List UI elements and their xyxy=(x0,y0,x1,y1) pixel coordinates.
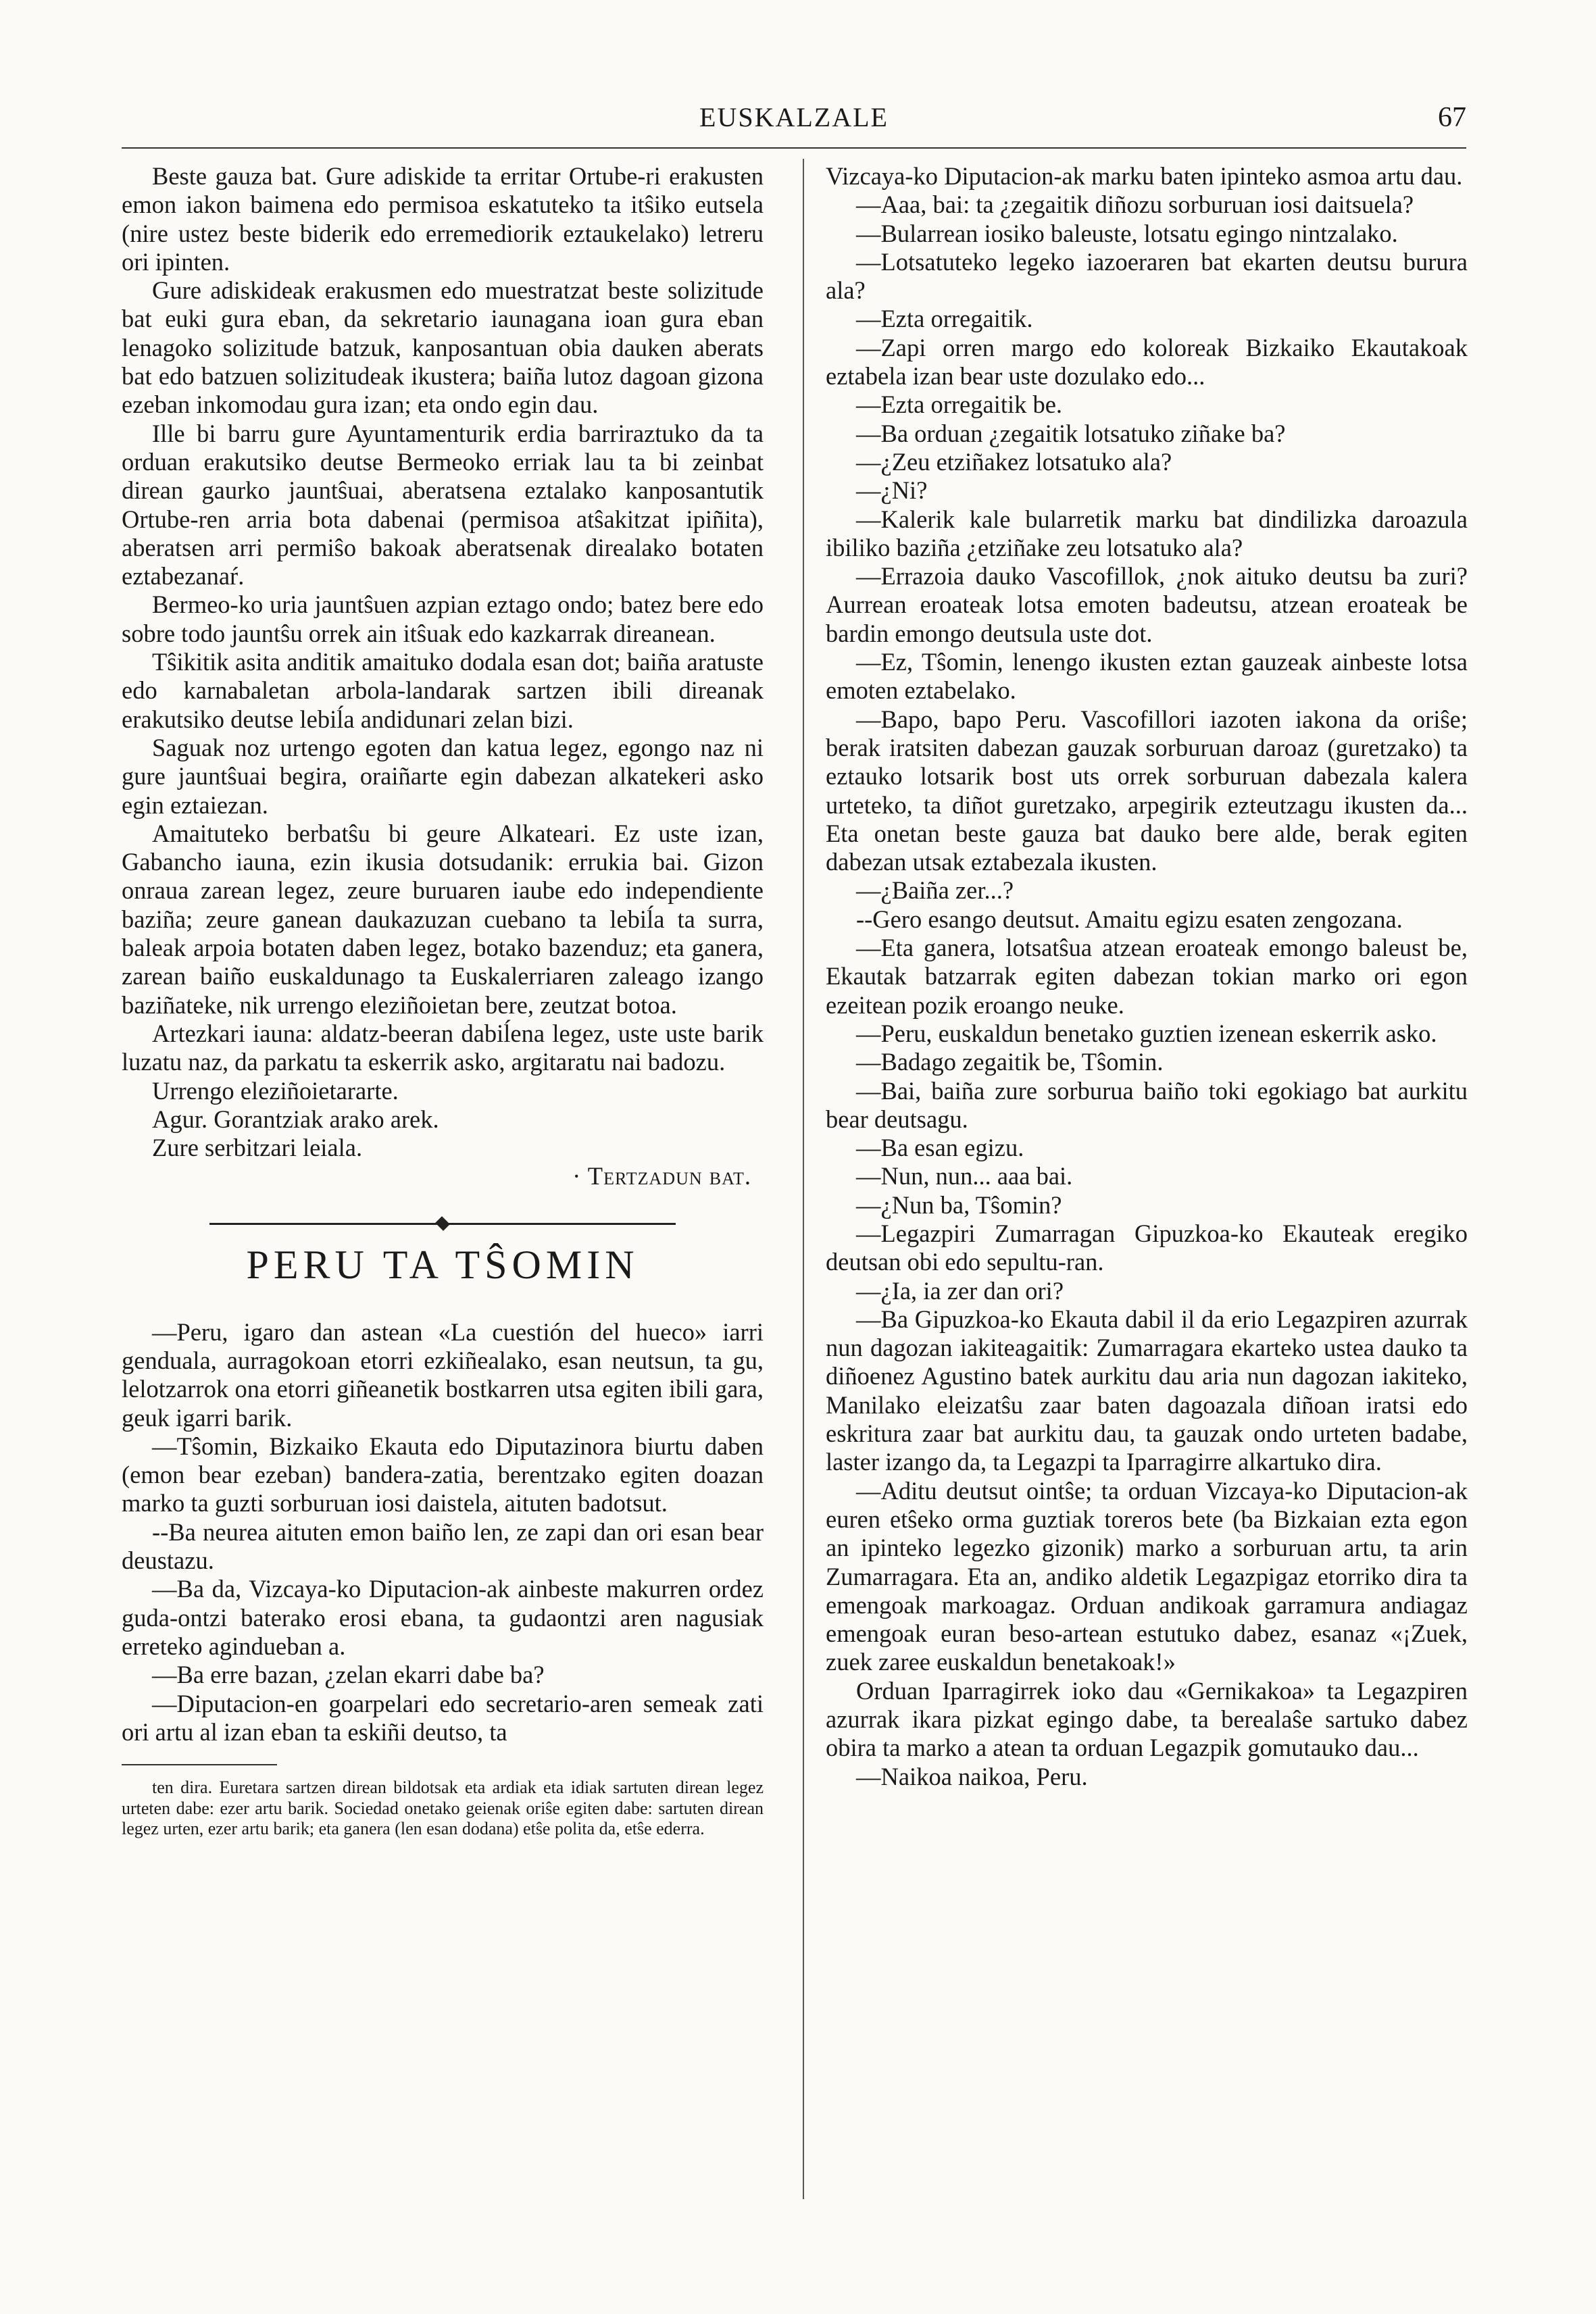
dialogue-paragraph: —Ezta orregaitik. xyxy=(856,305,1033,333)
footnote: ten dira. Euretara sartzen direan bildotsak eta ardiak eta idiak sartuten direan legez urteten dabe: ezer artu barik. Sociedad onetako geienak oriŝe egiten dabe: sartuten direan legez urten, ezer artu barik; eta ganera (len esan dodana) etŝe polita da, etŝe ederra. xyxy=(122,1778,764,1839)
paragraph: Agur. Gorantziak arako arek. xyxy=(152,1105,439,1133)
dialogue-paragraph: —¿Nun ba, Tŝomin? xyxy=(856,1190,1062,1219)
dialogue-paragraph: —Legazpiri Zumarragan Gipuzkoa-ko Ekauteak eregiko deutsan obi edo sepultu-ran. xyxy=(826,1219,1468,1276)
dialogue-paragraph: —¿Ia, ia zer dan ori? xyxy=(856,1276,1064,1305)
dialogue-paragraph: —Lotsatuteko legeko iazoeraren bat ekarten deutsu burura ala? xyxy=(826,247,1468,305)
paragraph: Bermeo-ko uria jauntŝuen azpian eztago ondo; batez bere edo sobre todo jauntŝu orrek ain itŝuak edo kazkarrak direanean. xyxy=(122,590,764,647)
paragraph: Tŝikitik asita anditik amaituko dodala esan dot; baiña aratuste edo karnabaletan arbola-landarak sartzen ibili direanak erakutsiko deutse lebiĺa andidunari zelan bizi. xyxy=(122,648,764,733)
dialogue-paragraph: —Errazoia dauko Vascofillok, ¿nok aituko deutsu ba zuri? Aurrean eroateak lotsa emoten badeutsu, atzean eroateak be bardin emongo deutsula uste dot. xyxy=(826,562,1468,647)
signature: · Tertzadun bat. xyxy=(572,1162,751,1190)
dialogue-paragraph: —Nun, nun... aaa bai. xyxy=(856,1162,1073,1190)
paragraph: Vizcaya-ko Diputacion-ak marku baten ipinteko asmoa artu dau. xyxy=(826,162,1463,190)
paragraph: Beste gauza bat. Gure adiskide ta erritar Ortube-ri erakusten emon iakon baimena edo permisoa eskatuteko ta itŝiko eutsela (nire ustez beste biderik edo erremediorik eztaukelako) letreru ori ipinten. xyxy=(122,162,764,276)
right-column xyxy=(826,162,1468,1791)
dialogue-paragraph: —Diputacion-en goarpelari edo secretario-aren semeak zati ori artu al izan eban ta eskiñi deutso, ta xyxy=(122,1689,764,1746)
page-number: 67 xyxy=(1438,102,1466,133)
dialogue-paragraph: —Bapo, bapo Peru. Vascofillori iazoten iakona da oriŝe; berak iratsiten dabezan gauzak sorburuan daroaz (guretzako) ta eztauko lotsarik bost uts orrek sorburuan dabezala kalera urteteko, ta diñot guretzako, arpegirik ezteutzagu ikusten da... Eta onetan beste gauza bat dauko bere alde, berak egiten dabezan utsak eztabezala ikusten. xyxy=(826,705,1468,876)
left-column xyxy=(122,162,764,1840)
dialogue-paragraph: —Ba erre bazan, ¿zelan ekarri dabe ba? xyxy=(152,1661,545,1689)
dialogue-paragraph: —Eta ganera, lotsatŝua atzean eroateak emongo baleust be, Ekautak batzarrak egiten dabezan tokian marko ori egon ezeitean pozik eroango neuke. xyxy=(826,934,1468,1019)
paragraph: Zure serbitzari leiala. xyxy=(152,1134,363,1162)
paragraph: Gure adiskideak erakusmen edo muestratzat beste solizitude bat euki gura eban, da sekretario iaunagana ioan gura eban lenagoko solizitude batzuk, kanposantuan obia dauken aberats bat edo batzuen solizitudeak ikustera; baiña lutoz dagoan gizona ezeban inkomodau gura izan; eta ondo egin dau. xyxy=(122,276,764,419)
journal-title: EUSKALZALE xyxy=(699,102,889,132)
header-rule xyxy=(122,147,1466,149)
dialogue-paragraph: —Ba Gipuzkoa-ko Ekauta dabil il da erio Legazpiren azurrak nun dagozan iakiteagaitik: Zumarragara ekarteko ustea dauko ta diñoenez Agustino batek aurkitu dau aria nun dagozan iakiteko, Manilako eleizatŝu zaar baten dagoazala diñoan iratsi edo eskritura zaar bat aurkitu dau, ta gauzak ondo urteten badabe, laster izango da, ta Legazpi ta Iparragirre alkartuko dira. xyxy=(826,1305,1468,1476)
dialogue-paragraph: --Gero esango deutsut. Amaitu egizu esaten zengozana. xyxy=(856,905,1403,933)
dialogue-paragraph: —Ezta orregaitik be. xyxy=(856,391,1063,419)
dialogue-paragraph: --Ba neurea aituten emon baiño len, ze zapi dan ori esan bear deustazu. xyxy=(122,1517,764,1575)
section-ornament xyxy=(122,1215,764,1232)
section-title: PERU TA TŜOMIN xyxy=(246,1242,639,1287)
dialogue-paragraph: —Bularrean iosiko baleuste, lotsatu egingo nintzalako. xyxy=(856,219,1398,247)
paragraph: Saguak noz urtengo egoten dan katua legez, egongo naz ni gure jauntŝuai begira, oraiñarte egin dabezan alkatekeri asko egin eztaiezan. xyxy=(122,733,764,819)
dialogue-paragraph: —Naikoa naikoa, Peru. xyxy=(856,1762,1088,1790)
dialogue-paragraph: Orduan Iparragirrek ioko dau «Gernikakoa» ta Legazpiren azurrak ikara pizkat egingo dabe, ta berealaŝe sartuko dabez obira ta marko a atean ta orduan Legazpik gomutauko dau... xyxy=(826,1676,1468,1762)
dialogue-paragraph: —Zapi orren margo edo koloreak Bizkaiko Ekautakoak eztabela izan bear uste dozulako edo... xyxy=(826,333,1468,391)
paragraph: Ille bi barru gure Ayuntamenturik erdia barriraztuko da ta orduan erakutsiko deutse Bermeoko erriak lau ta bi zeinbat direan gaurko jauntŝuai, aberatsena eztalako kanposantutik Ortube-ren arria bota dabenai (permisoa atŝakitzat ipiñita), aberatsen arri permiŝo bakoak aberatsenak direalako botaten eztabezanaŕ. xyxy=(122,419,764,590)
dialogue-paragraph: —¿Zeu etziñakez lotsatuko ala? xyxy=(856,447,1172,476)
dialogue-paragraph: —Bai, baiña zure sorburua baiño toki egokiago bat aurkitu bear deutsagu. xyxy=(826,1076,1468,1133)
dialogue-paragraph: —Peru, euskaldun benetako guztien izenean eskerrik asko. xyxy=(856,1019,1437,1047)
dialogue-paragraph: —Tŝomin, Bizkaiko Ekauta edo Diputazinora biurtu daben (emon bear ezeban) bandera-zatia, berentzako egiten doazan marko ta guzti sorburuan iosi daistela, aituten badotsut. xyxy=(122,1432,764,1517)
dialogue-paragraph: —Kalerik kale bularretik marku bat dindilizka daroazula ibiliko baziña ¿etziñake zeu lotsatuko ala? xyxy=(826,505,1468,561)
paragraph: Artezkari iauna: aldatz-beeran dabiĺena legez, uste uste barik luzatu naz, da parkatu ta eskerrik asko, argitaratu nai badozu. xyxy=(122,1019,764,1076)
paragraph: Urrengo eleziñoietarartе. xyxy=(152,1076,399,1105)
dialogue-paragraph: —¿Ni? xyxy=(856,476,928,505)
footnote-rule xyxy=(122,1764,277,1765)
dialogue-paragraph: —Aditu deutsut ointŝe; ta orduan Vizcaya-ko Diputacion-ak euren etŝeko orma guztiak toreros bete (ba Bizkaian ezta egon an ipinteko legezko gizonik) marko a sorburuan artu, ta arin Zumarragara. Eta an, andiko aldetik Legazpigaz etorriko dira ta emengoak markoagaz. Orduan andikoak garramura andiagaz emengoak euran beso-artean estutuko dabez, esanaz «¡Zuek, zuek zaree euskaldun benetakoak!» xyxy=(826,1476,1468,1676)
dialogue-paragraph: —Ba esan egizu. xyxy=(856,1134,1024,1162)
dialogue-paragraph: —Badago zegaitik be, Tŝomin. xyxy=(856,1048,1164,1076)
dialogue-paragraph: —Ba da, Vizcaya-ko Diputacion-ak ainbeste makurren ordez guda-ontzi baterako erosi ebana, ta gudaontzi aren nagusiak erreteko agindueban a. xyxy=(122,1575,764,1660)
dialogue-paragraph: —Peru, igaro dan astean «La cuestión del hueco» iarri genduala, aurragokoan etorri ezkiñealako, esan neutsun, ta gu, lelotzarrok ona etorri giñeanetik bostkarren utsa egiten ibili gara, geuk igarri barik. xyxy=(122,1317,764,1432)
dialogue-paragraph: —Ez, Tŝomin, lenengo ikusten eztan gauzeak ainbeste lotsa emoten eztabelako. xyxy=(826,648,1468,705)
running-header xyxy=(122,101,1466,142)
dialogue-paragraph: —Aaa, bai: ta ¿zegaitik diñozu sorburuan iosi daitsuela? xyxy=(856,191,1414,219)
dialogue-paragraph: —Ba orduan ¿zegaitik lotsatuko ziñake ba? xyxy=(856,419,1286,447)
column-divider xyxy=(803,159,804,2199)
dialogue-paragraph: —¿Baiña zer...? xyxy=(856,876,1014,905)
paragraph: Amaituteko berbatŝu bi geure Alkateari. Ez uste izan, Gabancho iauna, ezin ikusia dotsudanik: errukia bai. Gizon onraua zarean legez, zeure buruaren iaube edo independiente baziña; zeure ganean daukazuzan cuebano ta lebiĺa ta surra, baleak arpoia botaten daben legez, botako bazenduz; eta ganera, zarean baiño euskaldunago ta Euskalerriaren zaleago izango baziñateke, nik urrengo eleziñoietan bere, zeutzat botoa. xyxy=(122,819,764,1019)
